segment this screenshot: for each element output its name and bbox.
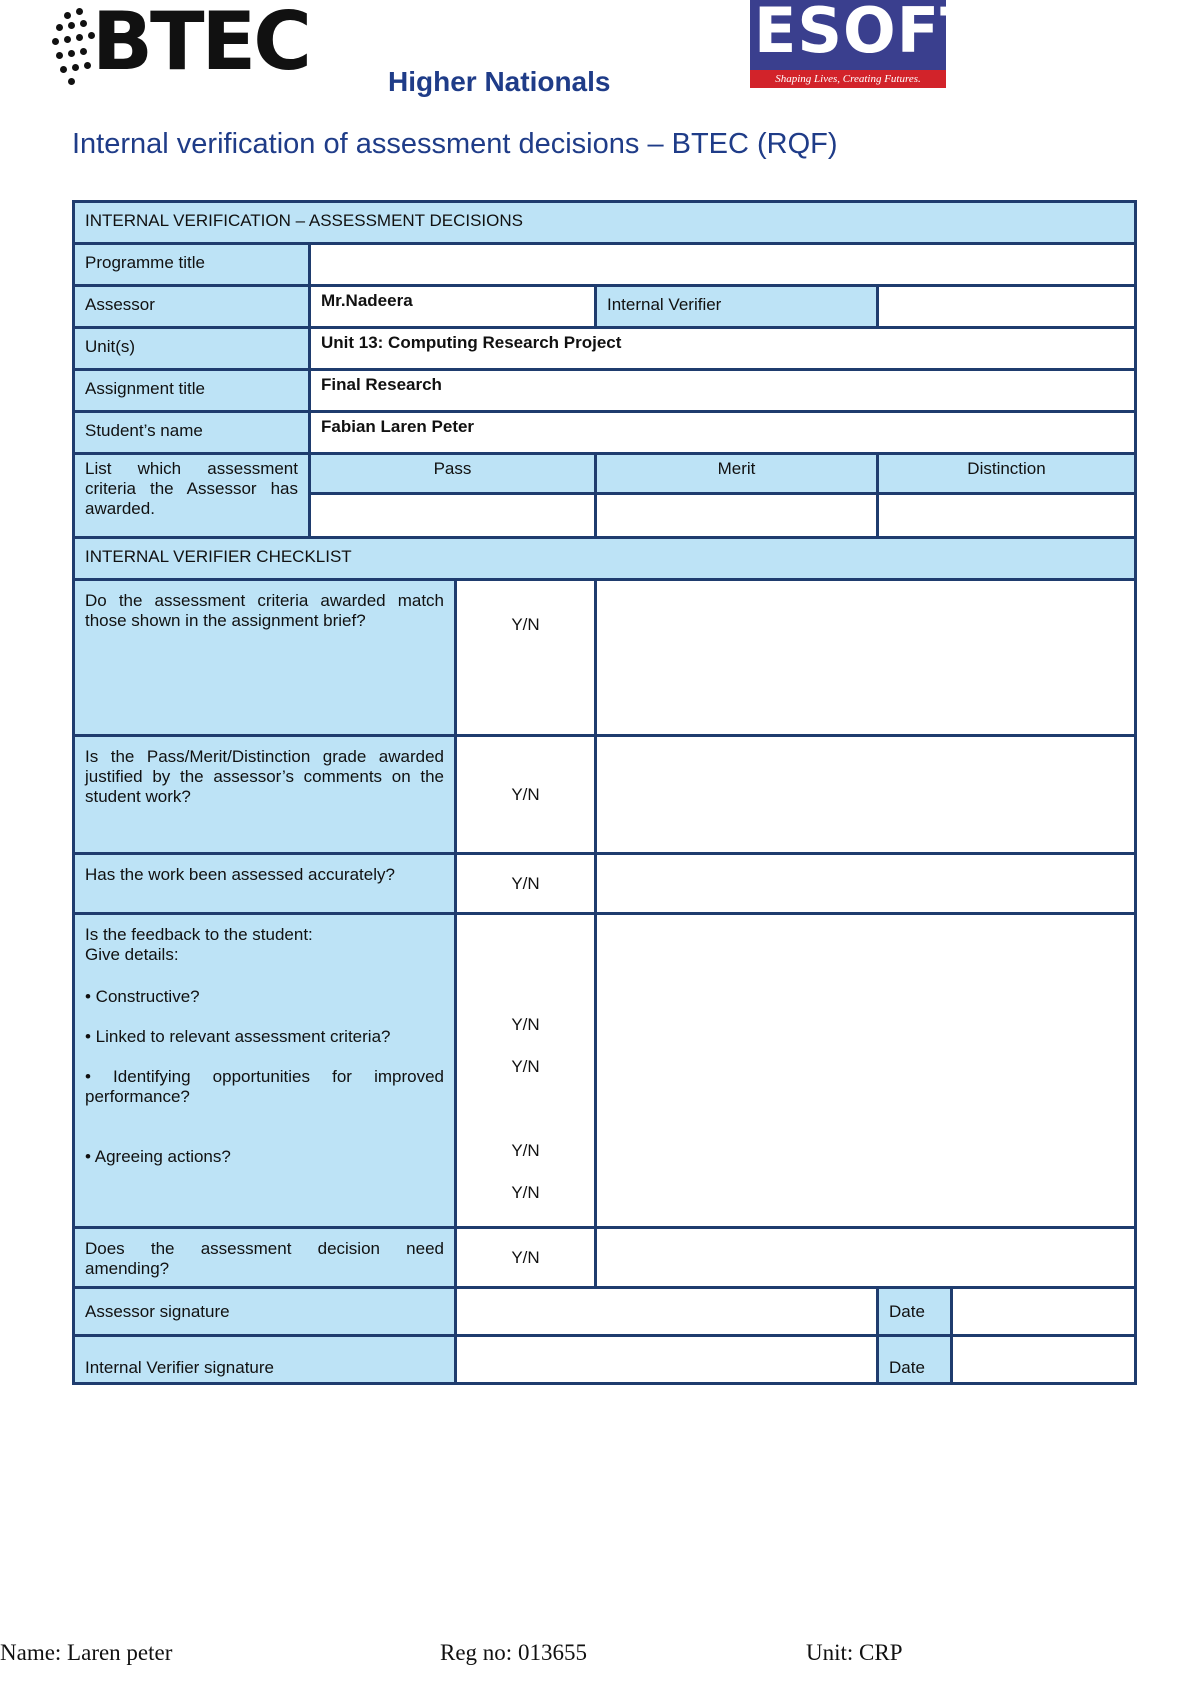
criteria-awarded-label: List which assessment criteria the Assessor has awarded. [74,454,310,538]
higher-nationals-heading: Higher Nationals [388,66,611,97]
comments-feedback[interactable] [596,914,1136,1228]
feedback-item-linked: • Linked to relevant assessment criteria? [85,1027,391,1046]
yn-agreeing-actions[interactable]: Y/N [511,1183,540,1202]
yn-assessed-accurately[interactable]: Y/N [456,854,596,914]
checklist-question-criteria-match: Do the assessment criteria awarded match those shown in the assignment brief? [74,580,456,736]
assessor-date-label: Date [878,1288,952,1336]
yn-grade-justified[interactable]: Y/N [456,736,596,854]
comments-grade-justified[interactable] [596,736,1136,854]
pass-criteria-field[interactable] [310,494,596,538]
internal-verifier-label: Internal Verifier [596,286,878,328]
verifier-date-label: Date [878,1336,952,1384]
feedback-give-details: Give details: [85,945,179,964]
merit-criteria-field[interactable] [596,494,878,538]
feedback-item-agreeing-actions: • Agreeing actions? [85,1147,231,1166]
esoft-tagline: Shaping Lives, Creating Futures. [750,70,946,88]
distinction-column-header: Distinction [878,454,1136,494]
assessor-signature-field[interactable] [456,1288,878,1336]
esoft-logo-text: ESOFT [754,0,984,67]
verifier-signature-field[interactable] [456,1336,878,1384]
units-field[interactable]: Unit 13: Computing Research Project [310,328,1136,370]
verifier-signature-label: Internal Verifier signature [74,1336,456,1384]
merit-column-header: Merit [596,454,878,494]
assignment-title-label: Assignment title [74,370,310,412]
checklist-question-assessed-accurately: Has the work been assessed accurately? [74,854,456,914]
assessor-field[interactable]: Mr.Nadeera [310,286,596,328]
comments-criteria-match[interactable] [596,580,1136,736]
programme-title-field[interactable] [310,244,1136,286]
assessment-decisions-heading: INTERNAL VERIFICATION – ASSESSMENT DECISIONS [74,202,1136,244]
assignment-title-field[interactable]: Final Research [310,370,1136,412]
footer-name: Name: Laren peter [0,1640,173,1665]
yn-criteria-match[interactable]: Y/N [456,580,596,736]
student-name-label: Student’s name [74,412,310,454]
feedback-question-title: Is the feedback to the student: [85,925,313,944]
btec-logo-text: BTEC [92,0,309,88]
feedback-item-constructive: • Constructive? [85,987,200,1006]
programme-title-label: Programme title [74,244,310,286]
assessor-label: Assessor [74,286,310,328]
btec-logo [50,0,310,90]
footer-reg-no: Reg no: 013655 [440,1640,587,1665]
checklist-question-decision-amending: Does the assessment decision need amending? [74,1228,456,1288]
verifier-date-field[interactable] [952,1336,1136,1384]
yn-opportunities[interactable]: Y/N [511,1141,540,1160]
footer-unit: Unit: CRP [806,1640,903,1665]
feedback-item-opportunities: • Identifying opportunities for improved performance? [85,1067,444,1106]
assessor-date-field[interactable] [952,1288,1136,1336]
esoft-logo [750,0,984,88]
student-name-field[interactable]: Fabian Laren Peter [310,412,1136,454]
yn-constructive[interactable]: Y/N [511,1015,540,1034]
yn-feedback-group [456,914,596,1228]
yn-linked[interactable]: Y/N [511,1057,540,1076]
checklist-question-grade-justified: Is the Pass/Merit/Distinction grade awarded justified by the assessor’s comments on the student work? [74,736,456,854]
units-label: Unit(s) [74,328,310,370]
internal-verification-table [72,200,1137,1385]
distinction-criteria-field[interactable] [878,494,1136,538]
yn-decision-amending[interactable]: Y/N [456,1228,596,1288]
assessor-signature-label: Assessor signature [74,1288,456,1336]
pass-column-header: Pass [310,454,596,494]
internal-verifier-field[interactable] [878,286,1136,328]
comments-assessed-accurately[interactable] [596,854,1136,914]
comments-decision-amending[interactable] [596,1228,1136,1288]
checklist-heading: INTERNAL VERIFIER CHECKLIST [74,538,1136,580]
checklist-question-feedback [74,914,456,1228]
document-title: Internal verification of assessment decisions – BTEC (RQF) [72,128,838,160]
